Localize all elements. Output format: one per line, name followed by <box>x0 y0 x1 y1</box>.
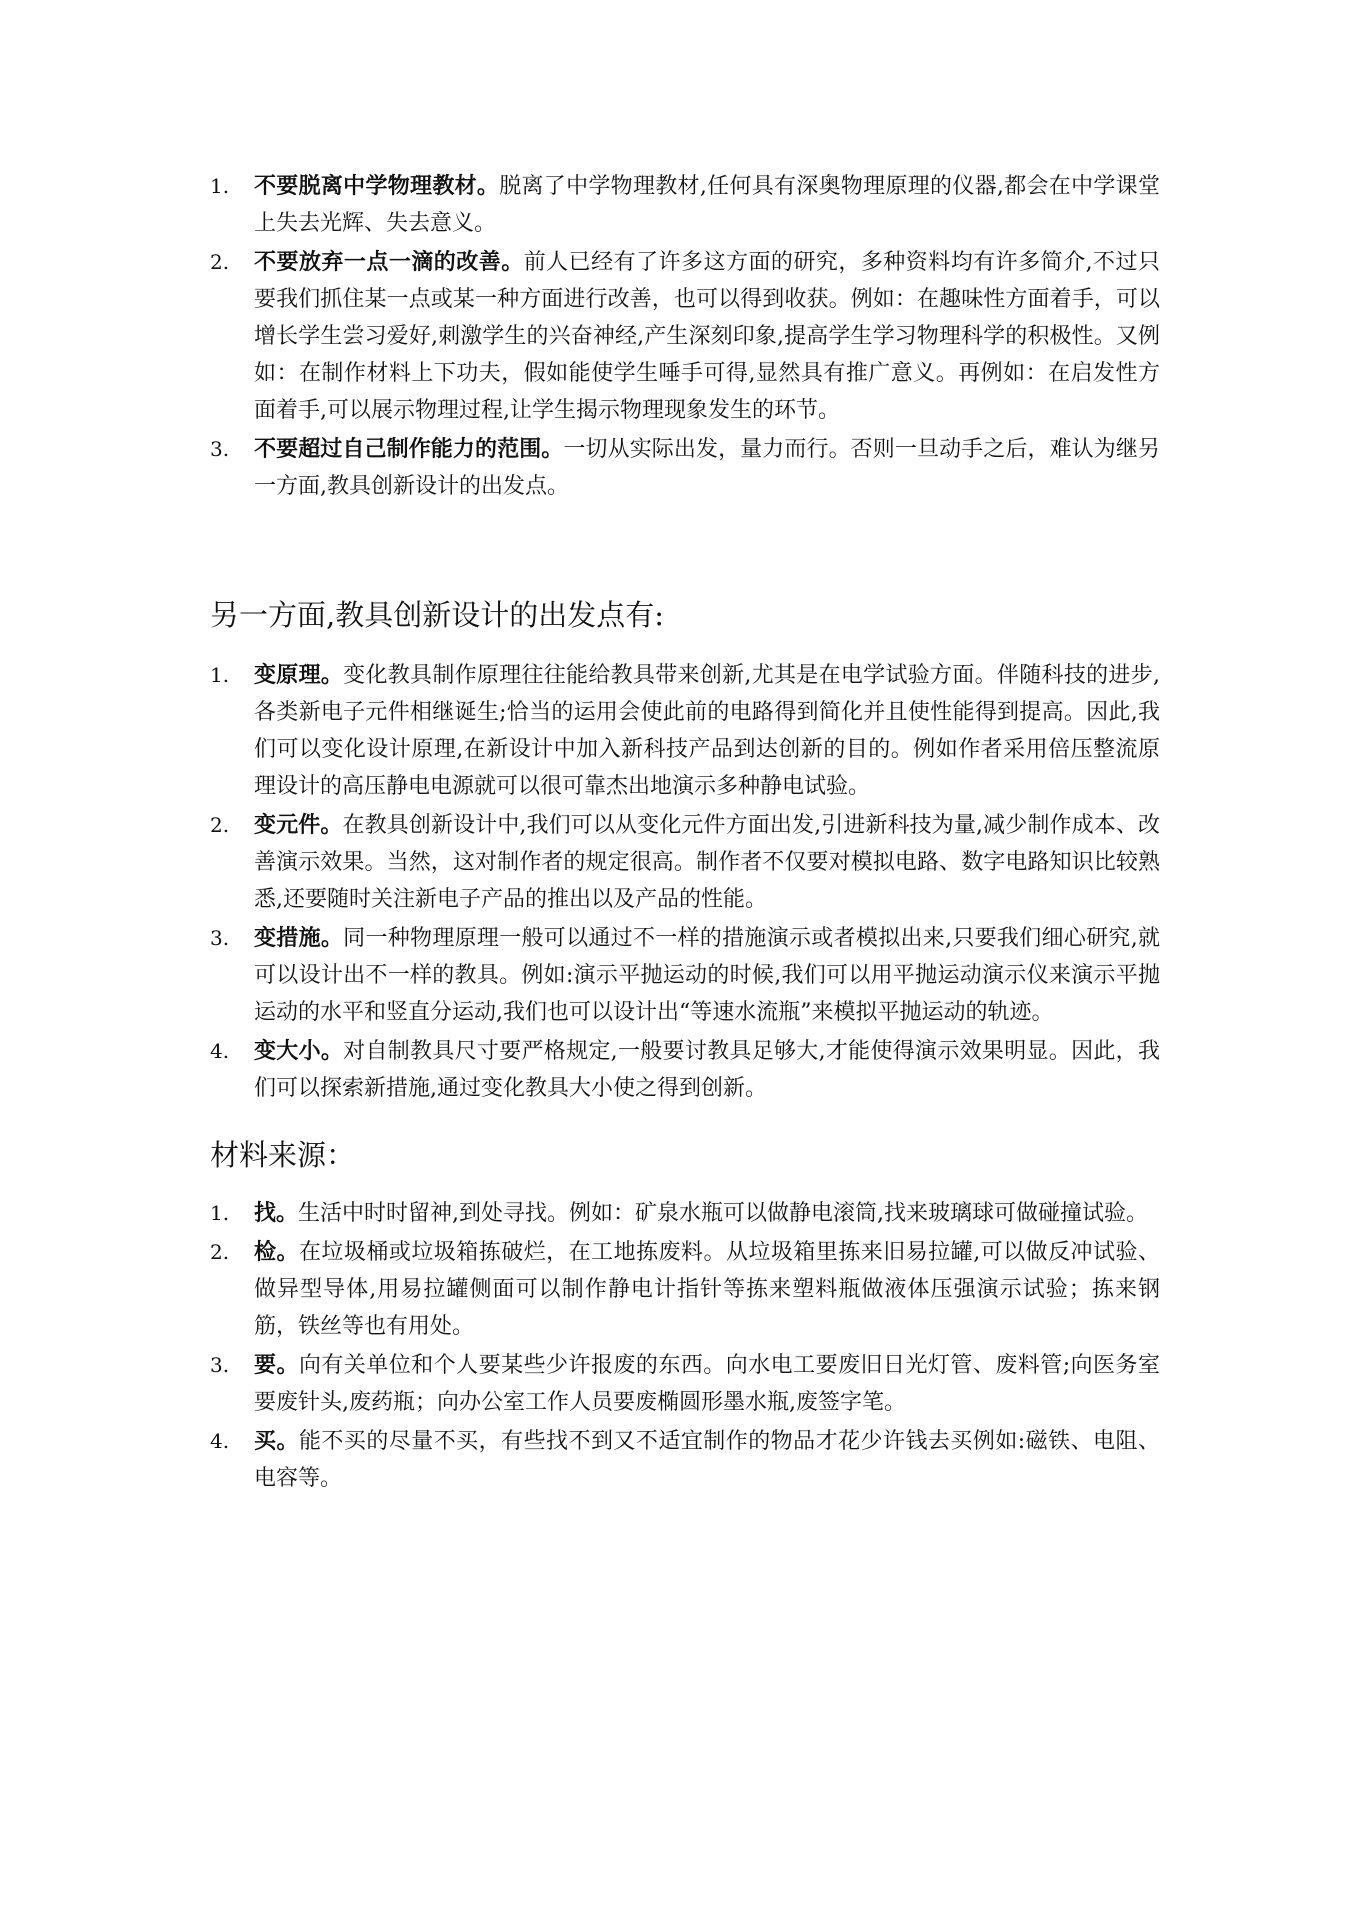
list-number: 3. <box>210 926 230 950</box>
item-lead: 要。 <box>254 1352 299 1378</box>
list-item <box>210 431 1160 505</box>
list-number: 4. <box>210 1039 230 1063</box>
list-number: 2. <box>210 1240 230 1264</box>
material-sources-list <box>210 1195 1160 1497</box>
item-text: 能不买的尽量不买，有些找不到又不适宜制作的物品才花少许钱去买例如:磁铁、电阻、电容等。 <box>254 1429 1160 1491</box>
item-lead: 不要超过自己制作能力的范围。 <box>254 436 564 462</box>
item-lead: 检。 <box>254 1239 299 1265</box>
item-text: 在教具创新设计中,我们可以从变化元件方面出发,引进新科技为量,减少制作成本、改善演示效果。当然，这对制作者的规定很高。制作者不仅要对模拟电路、数字电路知识比较熟悉,还要随时关注新电子产品的推出以及产品的性能。 <box>254 813 1160 912</box>
list-item <box>210 807 1160 918</box>
list-item <box>210 920 1160 1031</box>
list-number: 2. <box>210 813 230 837</box>
item-text: 生活中时时留神,到处寻找。例如：矿泉水瓶可以做静电滚筒,找来玻璃球可做碰撞试验。 <box>298 1201 1149 1226</box>
document-body <box>210 168 1160 1499</box>
list-item <box>210 657 1160 805</box>
item-lead: 不要脱离中学物理教材。 <box>254 173 500 199</box>
item-lead: 变原理。 <box>254 662 344 688</box>
list-number: 1. <box>210 663 230 687</box>
item-text: 前人已经有了许多这方面的研究，多种资料均有许多简介,不过只要我们抓住某一点或某一种方面进行改善，也可以得到收获。例如：在趣味性方面着手，可以增长学生尝习爱好,刺激学生的兴奋神经,产生深刻印象,提高学生学习物理科学的积极性。又例如：在制作材料上下功夫，假如能使学生唾手可得,显然具有推广意义。再例如：在启发性方面着手,可以展示物理过程,让学生揭示物理现象发生的环节。 <box>254 250 1160 423</box>
list-item <box>210 1033 1160 1107</box>
item-text: 脱离了中学物理教材,任何具有深奥物理原理的仪器,都会在中学课堂上失去光辉、失去意义。 <box>254 174 1160 236</box>
item-lead: 找。 <box>254 1200 299 1226</box>
list-item <box>210 1195 1160 1232</box>
list-number: 1. <box>210 1201 230 1225</box>
item-lead: 变元件。 <box>254 812 343 838</box>
item-lead: 不要放弃一点一滴的改善。 <box>254 249 524 275</box>
item-text: 向有关单位和个人要某些少许报废的东西。向水电工要废旧日光灯管、废料管;向医务室要废针头,废药瓶；向办公室工作人员要废椭圆形墨水瓶,废签字笔。 <box>254 1353 1160 1415</box>
list-item <box>210 1423 1160 1497</box>
list-item <box>210 168 1160 242</box>
item-lead: 变措施。 <box>254 925 344 951</box>
list-number: 3. <box>210 437 230 461</box>
principles-list <box>210 168 1160 505</box>
item-text: 对自制教具尺寸要严格规定,一般要讨教具足够大,才能使得演示效果明显。因此，我们可以探索新措施,通过变化教具大小使之得到创新。 <box>254 1039 1160 1101</box>
item-lead: 买。 <box>254 1428 299 1454</box>
list-number: 1. <box>210 174 230 198</box>
item-text: 在垃圾桶或垃圾箱拣破烂，在工地拣废料。从垃圾箱里拣来旧易拉罐,可以做反冲试验、做异型导体,用易拉罐侧面可以制作静电计指针等拣来塑料瓶做液体压强演示试验；拣来钢筋，铁丝等也有用处。 <box>254 1240 1160 1339</box>
list-item <box>210 244 1160 429</box>
list-item <box>210 1234 1160 1345</box>
item-text: 同一种物理原理一般可以通过不一样的措施演示或者模拟出来,只要我们细心研究,就可以设计出不一样的教具。例如:演示平抛运动的时候,我们可以用平抛运动演示仪来演示平抛运动的水平和竖直分运动,我们也可以设计出“等速水流瓶”来模拟平抛运动的轨迹。 <box>254 926 1160 1025</box>
item-text: 变化教具制作原理往往能给教具带来创新,尤其是在电学试验方面。伴随科技的进步,各类新电子元件相继诞生;恰当的运用会使此前的电路得到简化并且使性能得到提高。因此,我们可以变化设计原理,在新设计中加入新科技产品到达创新的目的。例如作者采用倍压整流原理设计的高压静电电源就可以很可靠杰出地演示多种静电试验。 <box>254 663 1160 799</box>
list-number: 4. <box>210 1429 230 1453</box>
list-item <box>210 1347 1160 1421</box>
list-number: 3. <box>210 1353 230 1377</box>
starting-points-list <box>210 657 1160 1107</box>
section-heading-starting-points: 另一方面,教具创新设计的出发点有: <box>210 598 664 632</box>
section-heading-material-sources: 材料来源： <box>210 1138 356 1172</box>
item-text: 一切从实际出发，量力而行。否则一旦动手之后，难认为继另一方面,教具创新设计的出发点。 <box>254 437 1160 499</box>
item-lead: 变大小。 <box>254 1038 344 1064</box>
list-number: 2. <box>210 250 230 274</box>
